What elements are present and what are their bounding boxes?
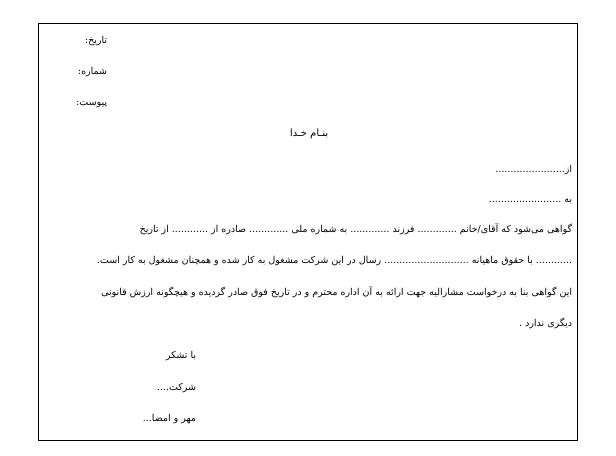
certificate-document <box>38 23 578 441</box>
to-line: به ........................ <box>488 194 572 205</box>
document-title: بنـام خـدا <box>289 128 329 139</box>
body-line-4: دیگری ندارد . <box>519 318 572 329</box>
number-label: شماره: <box>77 66 107 77</box>
body-line-2: ............ با حقوق ماهیانه ............................ رسال در این شرکت مشغول به کار شده و همچنان مشغول به کار است. <box>96 255 572 266</box>
body-line-1: گواهی می‌شود که آقای/خانم ............. فرزند ............. به شماره ملی ............. صادره از ............ از تاریخ <box>139 224 572 235</box>
closing-company: شرکت.... <box>156 382 196 393</box>
date-label: تاریخ: <box>84 35 107 46</box>
body-line-3: این گواهی بنا به درخواست مشارالیه جهت ارائه به آن اداره محترم و در تاریخ فوق صادر گردیده و هیچگونه ارزش قانونی <box>101 287 572 298</box>
from-line: از....................... <box>495 164 572 175</box>
attachment-label: پیوست: <box>76 97 107 108</box>
closing-thanks: با تشکر <box>165 350 196 361</box>
closing-stamp-signature: مهر و امضا... <box>142 413 196 424</box>
